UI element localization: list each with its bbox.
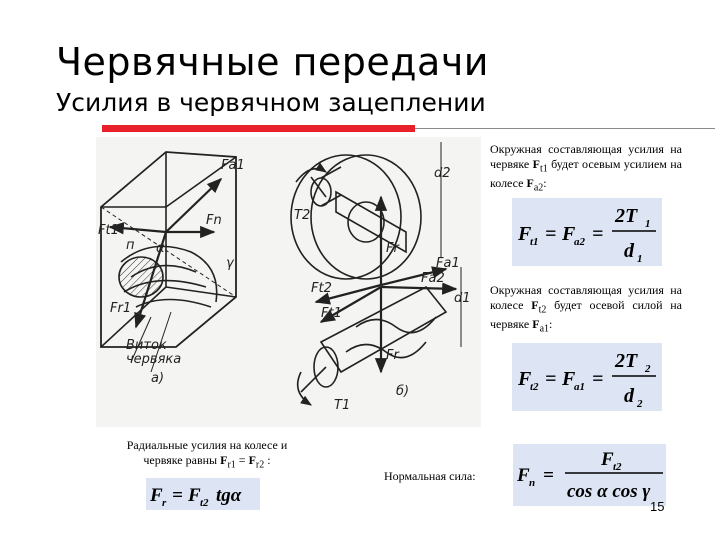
svg-text:t2: t2: [530, 381, 539, 393]
formula-ft1: [512, 198, 662, 266]
svg-text:t2: t2: [613, 461, 622, 473]
label-d2: d2: [434, 166, 451, 181]
label-d1: d1: [454, 291, 471, 306]
worm-gear-force-diagram: [96, 137, 481, 427]
svg-text:a2: a2: [574, 236, 585, 248]
title-underline-gray: [415, 128, 715, 129]
svg-text:cos α cos γ: cos α cos γ: [567, 481, 651, 502]
svg-text:F: F: [518, 368, 532, 390]
svg-text:F: F: [517, 465, 530, 486]
label-n: п: [126, 238, 135, 253]
slide-subtitle: Усилия в червячном зацеплении: [56, 88, 486, 117]
label-t2: T2: [294, 208, 311, 223]
title-underline-red: [102, 125, 415, 132]
svg-text:2: 2: [645, 363, 651, 375]
label-alpha: α: [156, 241, 165, 256]
formula-fr: [146, 478, 260, 510]
svg-text:2: 2: [637, 398, 643, 410]
label-t1: T1: [334, 398, 351, 413]
svg-text:F: F: [518, 223, 532, 245]
label-gamma: γ: [226, 256, 234, 271]
label-fa1: Fa1: [221, 158, 245, 173]
label-part-b: б): [396, 384, 410, 399]
svg-text:F: F: [188, 485, 201, 506]
label-ft2: Ft2: [311, 281, 332, 296]
svg-text:=: =: [545, 368, 557, 390]
label-normal-force: Нормальная сила:: [384, 469, 476, 483]
svg-text:=: =: [592, 368, 604, 390]
label-fa1b: Fa1: [436, 256, 460, 271]
svg-text:1: 1: [645, 218, 651, 230]
svg-text:a1: a1: [574, 381, 585, 393]
svg-text:F: F: [562, 368, 576, 390]
label-fa2: Fa2: [421, 271, 445, 286]
svg-text:d: d: [624, 385, 634, 407]
label-ft1b: Ft1: [321, 306, 342, 321]
svg-text:2T: 2T: [615, 350, 638, 372]
svg-text:=: =: [172, 485, 183, 506]
note-radial: Радиальные усилия на колесе и червяке равны $F_{r1} = F_{r2}$ :: [126, 438, 288, 471]
label-ft1: Ft1: [98, 223, 119, 238]
svg-text:n: n: [529, 477, 536, 489]
label-part-a: а): [151, 371, 165, 386]
label-fr1: Fr1: [110, 301, 132, 316]
note-tangential-wheel: Окружная составляющая усилия на колесе $F_{t2}$ будет осевой силой на червяке $F_{a1}$:: [490, 283, 683, 335]
formula-ft2: [512, 343, 662, 411]
svg-text:1: 1: [637, 253, 643, 265]
svg-text:t1: t1: [530, 236, 539, 248]
svg-text:F: F: [601, 449, 614, 470]
label-worm-turn-1: Виток: [126, 338, 167, 353]
label-frb: Fr: [386, 348, 399, 363]
svg-text:F: F: [562, 223, 576, 245]
svg-text:=: =: [543, 465, 554, 486]
page-number: 15: [650, 499, 665, 514]
svg-text:F: F: [150, 485, 163, 506]
svg-text:2T: 2T: [615, 205, 638, 227]
svg-text:=: =: [592, 223, 604, 245]
label-fn: Fn: [206, 213, 222, 228]
svg-text:r: r: [162, 497, 167, 509]
svg-text:t2: t2: [200, 497, 209, 509]
note-tangential-worm: Окружная составляющая усилия на червяке $F_{t1}$ будет осевым усилием на колесе $F_{a2}$:: [490, 142, 682, 194]
label-worm-turn-2: червяка: [126, 352, 182, 367]
label-fr: Fr: [386, 241, 399, 256]
slide-title: Червячные передачи: [56, 40, 489, 84]
formula-fn: [513, 444, 666, 506]
svg-text:d: d: [624, 240, 634, 262]
svg-text:=: =: [545, 223, 557, 245]
svg-text:tgα: tgα: [216, 485, 242, 506]
